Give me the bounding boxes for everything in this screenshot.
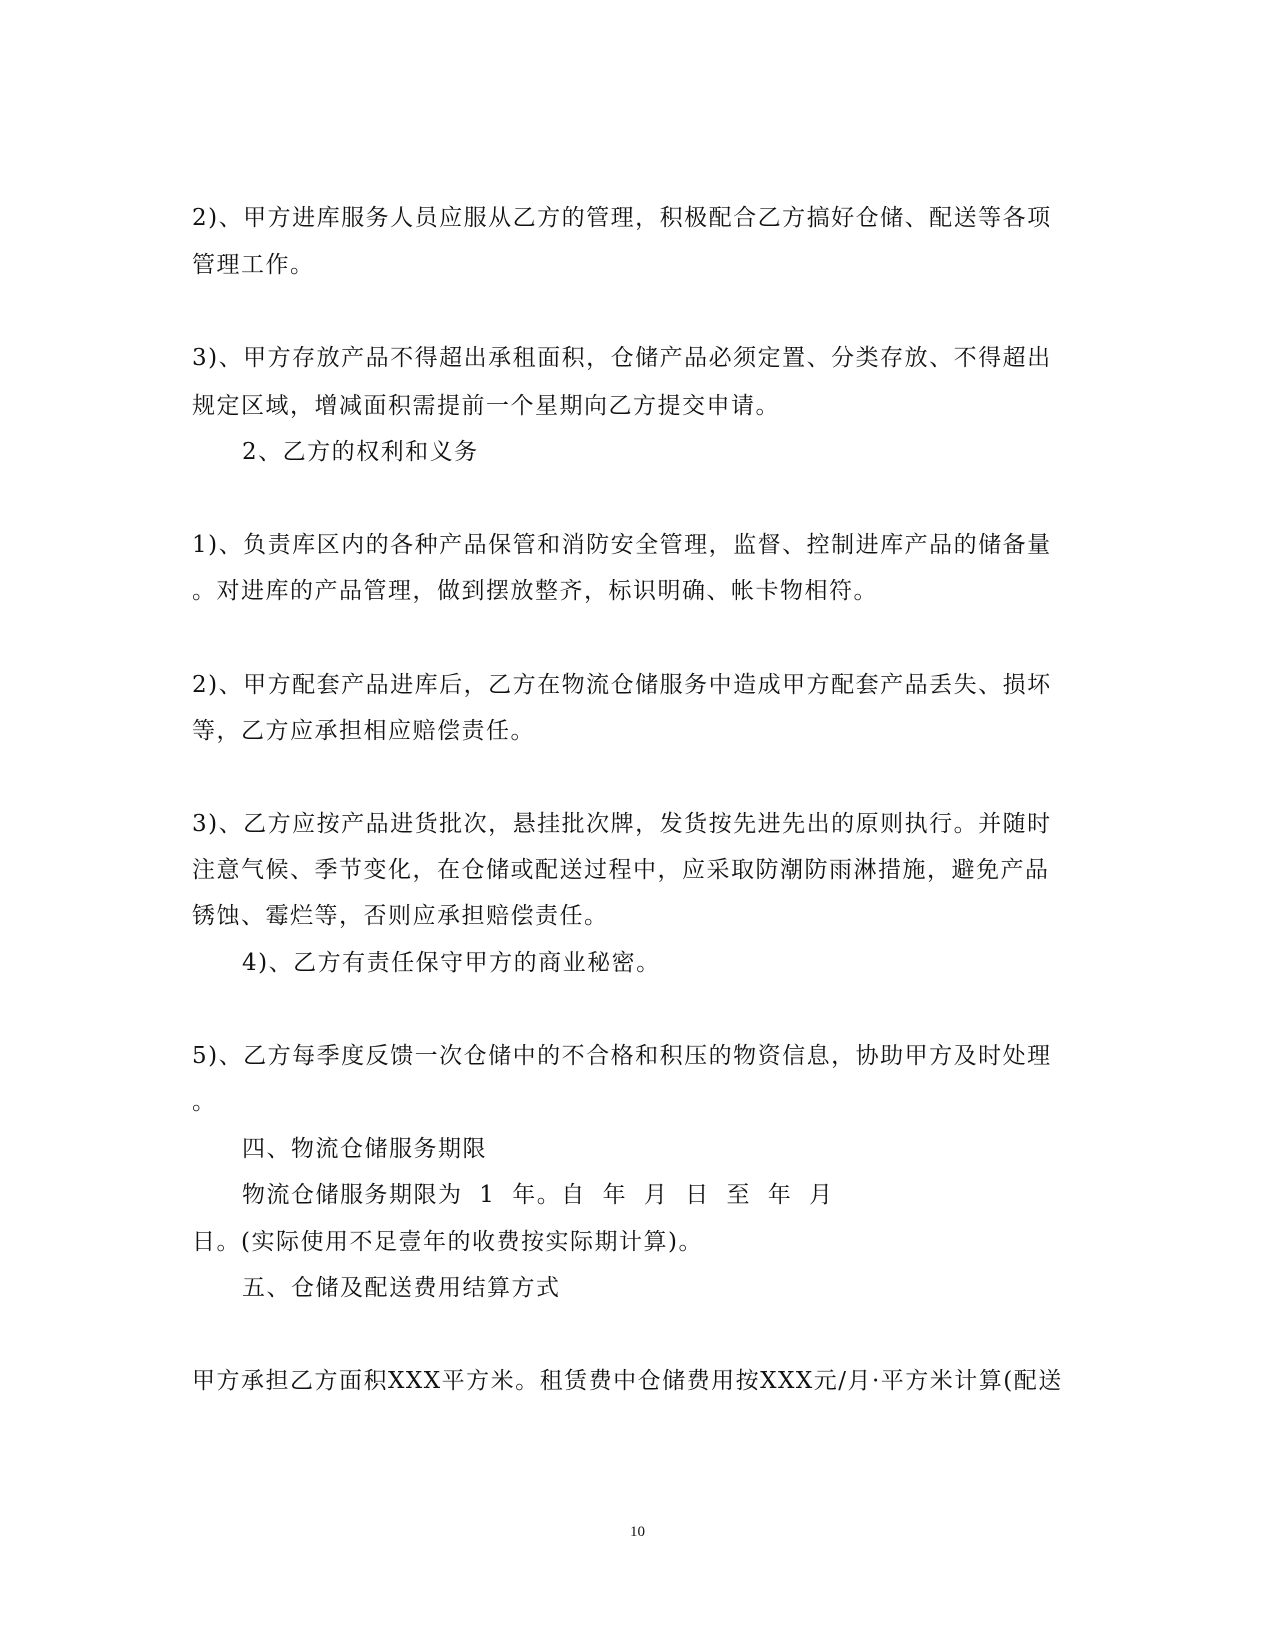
paragraph-line: 。 — [192, 1089, 217, 1115]
paragraph-line: 锈蚀、霉烂等，否则应承担赔偿责任。 — [192, 903, 609, 929]
paragraph-line: 注意气候、季节变化，在仓储或配送过程中，应采取防潮防雨淋措施，避免产品 — [192, 857, 1050, 883]
paragraph-line: 1)、负责库区内的各种产品保管和消防安全管理，监督、控制进库产品的储备量 — [192, 532, 1052, 558]
paragraph-line: 2)、甲方进库服务人员应服从乙方的管理，积极配合乙方搞好仓储、配送等各项 — [192, 205, 1052, 231]
paragraph-line: 4)、乙方有责任保守甲方的商业秘密。 — [242, 950, 661, 976]
section-heading: 2、乙方的权利和义务 — [242, 439, 479, 465]
paragraph-line: 5)、乙方每季度反馈一次仓储中的不合格和积压的物资信息，协助甲方及时处理 — [192, 1043, 1052, 1069]
section-heading: 四、物流仓储服务期限 — [242, 1136, 487, 1162]
section-heading: 五、仓储及配送费用结算方式 — [242, 1275, 561, 1301]
paragraph-line: 甲方承担乙方面积XXX平方米。租赁费中仓储费用按XXX元/月·平方米计算(配送 — [192, 1368, 1063, 1394]
paragraph-line: 。对进库的产品管理，做到摆放整齐，标识明确、帐卡物相符。 — [192, 578, 878, 604]
paragraph-line: 管理工作。 — [192, 252, 315, 278]
paragraph-line: 物流仓储服务期限为 1 年。自 年 月 日 至 年 月 — [242, 1182, 834, 1208]
paragraph-line: 3)、甲方存放产品不得超出承租面积，仓储产品必须定置、分类存放、不得超出 — [192, 345, 1052, 371]
paragraph-line: 规定区域，增减面积需提前一个星期向乙方提交申请。 — [192, 393, 780, 419]
paragraph-line: 等，乙方应承担相应赔偿责任。 — [192, 718, 535, 744]
paragraph-line: 3)、乙方应按产品进货批次，悬挂批次牌，发货按先进先出的原则执行。并随时 — [192, 811, 1052, 837]
paragraph-line: 2)、甲方配套产品进库后，乙方在物流仓储服务中造成甲方配套产品丢失、损坏 — [192, 672, 1052, 698]
paragraph-line: 日。(实际使用不足壹年的收费按实际期计算)。 — [192, 1229, 703, 1255]
page-number: 10 — [630, 1524, 645, 1540]
